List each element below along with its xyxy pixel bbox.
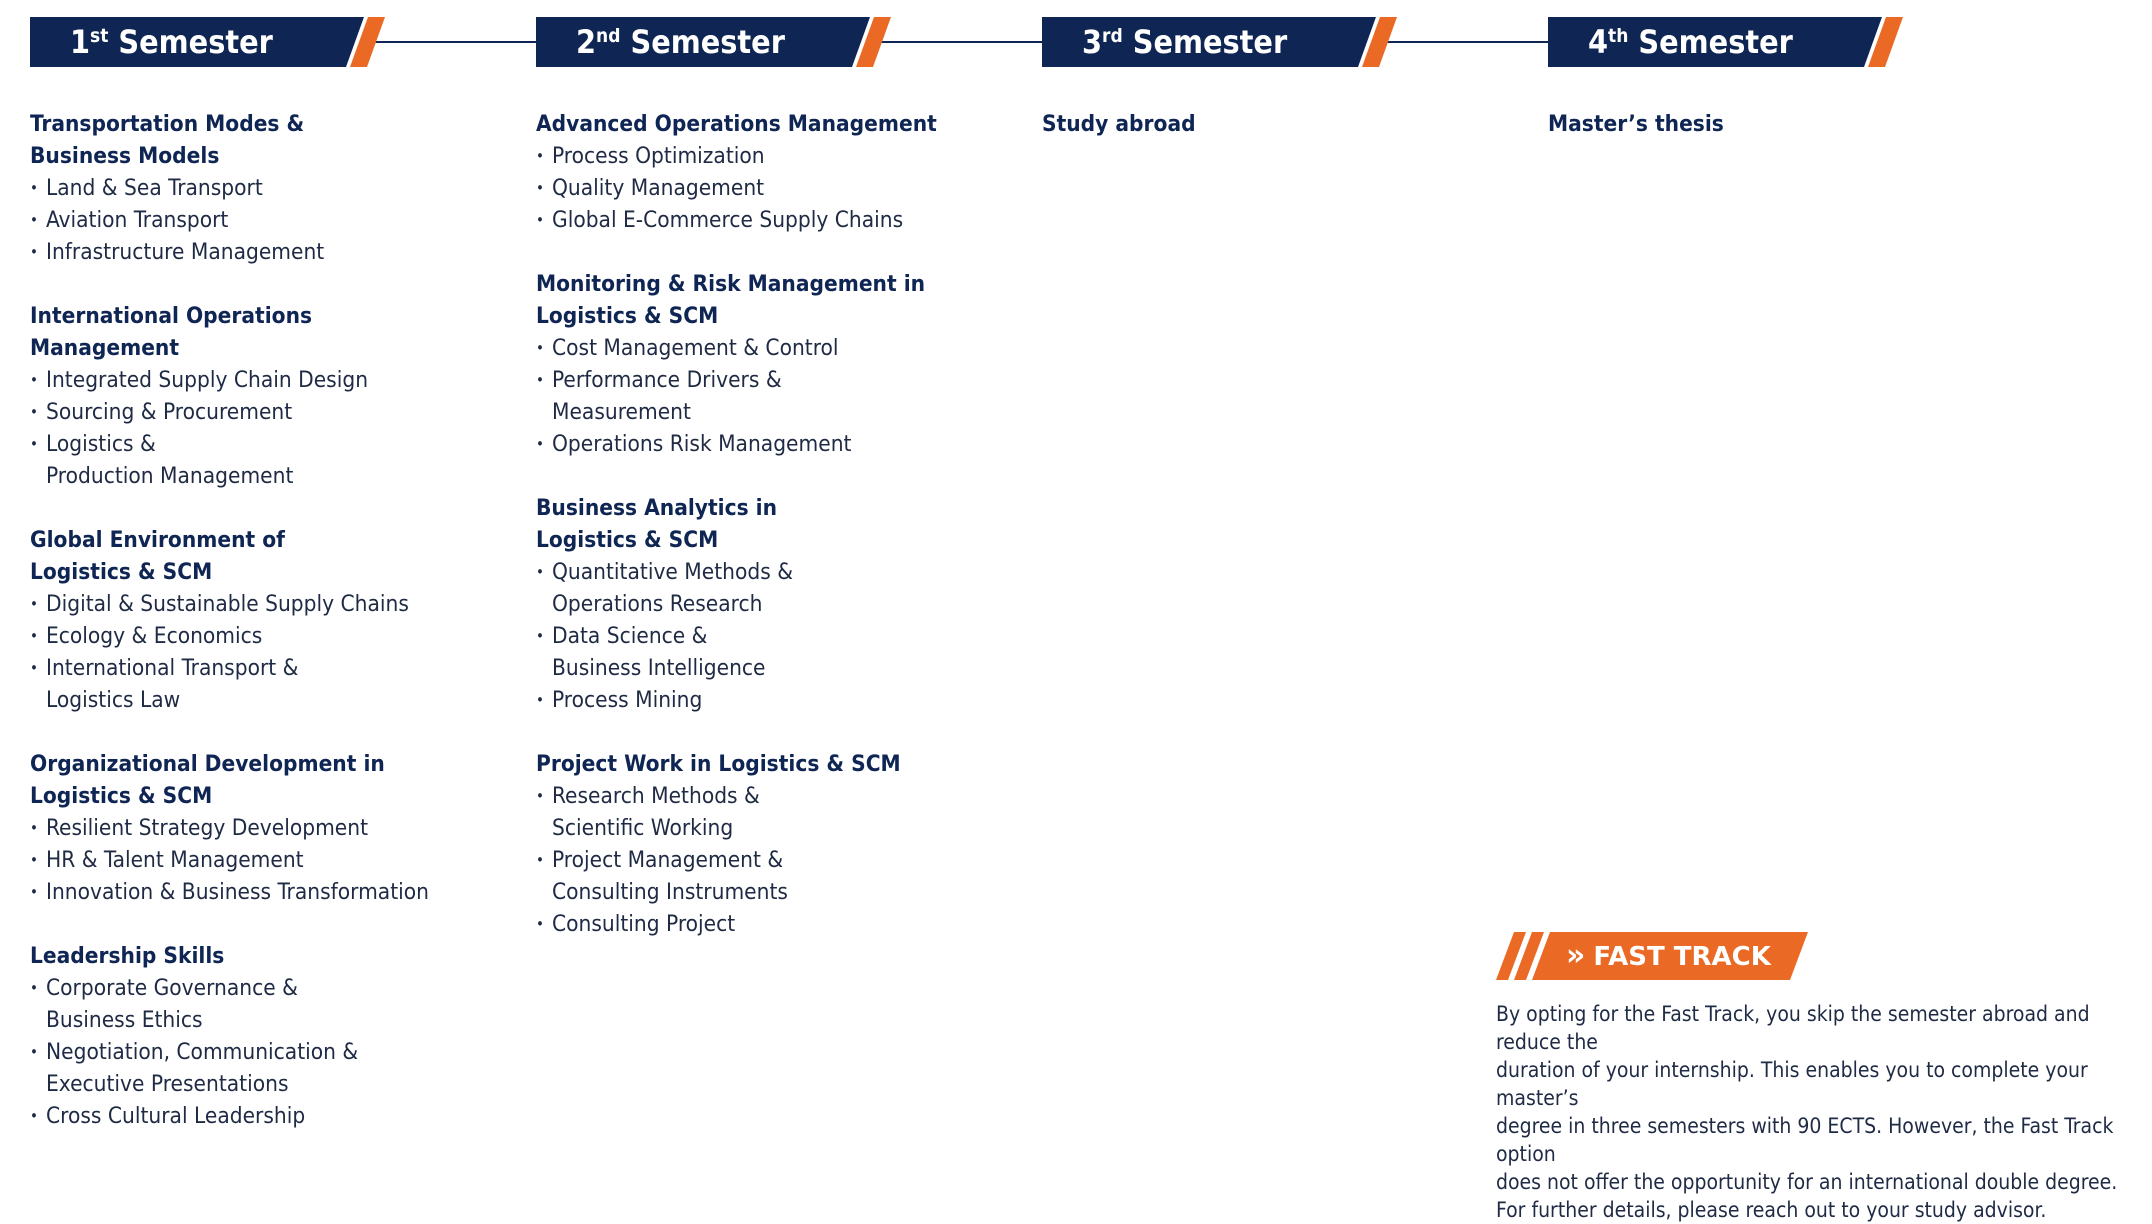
semester-label: Semester — [630, 23, 785, 61]
module-title-line: Study abroad — [1042, 111, 1196, 137]
module — [30, 748, 510, 908]
semester-ordinal-suffix: st — [90, 25, 109, 47]
topic-item-line: • Data Science & — [552, 623, 708, 649]
topic-item-line: • Aviation Transport — [46, 207, 229, 233]
fast-track-description — [1496, 1000, 2136, 1224]
topic-item-line: • Process Mining — [552, 687, 703, 713]
topic-item — [30, 812, 510, 844]
module — [536, 108, 1016, 236]
topic-item — [536, 908, 1016, 940]
semester-tab-4 — [1548, 17, 1903, 67]
semester-ordinal-suffix: nd — [596, 25, 621, 47]
module-title — [1548, 108, 2028, 140]
module-title-line: Master’s thesis — [1548, 111, 1724, 137]
topic-item — [536, 140, 1016, 172]
semester-title — [1082, 17, 1287, 67]
module-title-line: Leadership Skills — [30, 943, 225, 969]
semester-title — [1588, 17, 1793, 67]
topic-item — [30, 428, 510, 492]
topic-list — [30, 364, 510, 492]
topic-item-line: • Global E-Commerce Supply Chains — [552, 207, 904, 233]
semester-timeline — [0, 0, 2152, 80]
topic-item-line: • Digital & Sustainable Supply Chains — [46, 591, 409, 617]
topic-item-line: • Ecology & Economics — [46, 623, 263, 649]
topic-item-line: • Infrastructure Management — [46, 239, 325, 265]
fast-track-badge — [1496, 932, 1808, 980]
fast-track-title: FAST TRACK — [1593, 942, 1771, 972]
semester-number: 1 — [70, 23, 91, 61]
module — [1042, 108, 1522, 140]
module — [30, 108, 510, 268]
module — [30, 940, 510, 1132]
topic-item-line: Scientific Working — [552, 815, 734, 841]
topic-item-line: • Resilient Strategy Development — [46, 815, 369, 841]
module-title-line: Business Models — [30, 143, 220, 169]
fast-track-text-line: does not offer the opportunity for an international double degree. — [1496, 1170, 2118, 1194]
semester-title — [70, 17, 273, 67]
topic-item-line: • Innovation & Business Transformation — [46, 879, 429, 905]
topic-item — [30, 652, 510, 716]
module-title-line: Advanced Operations Management — [536, 111, 937, 137]
topic-item — [30, 236, 510, 268]
module-title — [30, 108, 510, 172]
topic-item-line: • Negotiation, Communication & — [46, 1039, 359, 1065]
topic-item-line: • Quality Management — [552, 175, 765, 201]
topic-item — [536, 364, 1016, 428]
fast-track-text-line: By opting for the Fast Track, you skip the semester abroad and reduce the — [1496, 1002, 2090, 1054]
topic-list — [536, 332, 1016, 460]
module-title-line: Logistics & SCM — [536, 303, 719, 329]
module — [536, 268, 1016, 460]
module-title — [536, 268, 1016, 332]
topic-item — [30, 204, 510, 236]
topic-item — [30, 1100, 510, 1132]
timeline-connector — [876, 41, 1046, 43]
semester-ordinal-suffix: th — [1608, 25, 1629, 47]
topic-list — [536, 140, 1016, 236]
topic-item — [536, 684, 1016, 716]
topic-item — [30, 588, 510, 620]
topic-item — [30, 972, 510, 1036]
topic-item — [536, 556, 1016, 620]
module — [30, 524, 510, 716]
topic-item — [30, 364, 510, 396]
topic-item-line: • Project Management & — [552, 847, 784, 873]
semester-label: Semester — [1638, 23, 1793, 61]
topic-item-line: Measurement — [552, 399, 691, 425]
semester-ordinal-suffix: rd — [1102, 25, 1123, 47]
semester-column-4 — [1548, 108, 2028, 172]
module-title-line: Organizational Development in — [30, 751, 385, 777]
module — [30, 300, 510, 492]
topic-item — [536, 844, 1016, 908]
topic-list — [536, 556, 1016, 716]
semester-column-1 — [30, 108, 510, 1164]
topic-item — [536, 428, 1016, 460]
topic-item — [536, 172, 1016, 204]
topic-item — [30, 620, 510, 652]
module-title — [30, 524, 510, 588]
topic-item-line: • Operations Risk Management — [552, 431, 852, 457]
semester-tab-3 — [1042, 17, 1397, 67]
module-title — [536, 748, 1016, 780]
fast-track-text-line: degree in three semesters with 90 ECTS. However, the Fast Track option — [1496, 1114, 2114, 1166]
topic-item — [30, 172, 510, 204]
topic-item-line: Consulting Instruments — [552, 879, 788, 905]
fast-track-label — [1566, 932, 1771, 980]
timeline-connector — [370, 41, 540, 43]
double-chevron-right-icon: » — [1566, 938, 1586, 973]
topic-item-line: • Cross Cultural Leadership — [46, 1103, 306, 1129]
semester-column-2 — [536, 108, 1016, 972]
topic-item-line: • Performance Drivers & — [552, 367, 782, 393]
module-title-line: Global Environment of — [30, 527, 285, 553]
semester-title — [576, 17, 785, 67]
topic-item-line: • Process Optimization — [552, 143, 765, 169]
topic-item-line: Operations Research — [552, 591, 763, 617]
topic-item — [536, 780, 1016, 844]
semester-number: 2 — [576, 23, 597, 61]
topic-item-line: • Corporate Governance & — [46, 975, 298, 1001]
fast-track-box — [1496, 932, 2136, 1224]
timeline-connector — [1382, 41, 1552, 43]
module-title-line: Business Analytics in — [536, 495, 778, 521]
module-title — [536, 492, 1016, 556]
module — [536, 492, 1016, 716]
topic-item-line: • Land & Sea Transport — [46, 175, 263, 201]
module-title-line: Transportation Modes & — [30, 111, 305, 137]
module-title-line: Logistics & SCM — [30, 783, 213, 809]
module-title-line: Monitoring & Risk Management in — [536, 271, 926, 297]
topic-list — [30, 972, 510, 1132]
semester-number: 3 — [1082, 23, 1103, 61]
topic-item — [30, 876, 510, 908]
topic-item-line: Executive Presentations — [46, 1071, 289, 1097]
module-title — [30, 300, 510, 364]
topic-list — [30, 588, 510, 716]
module-title-line: Logistics & SCM — [30, 559, 213, 585]
topic-item — [30, 1036, 510, 1100]
module-title — [1042, 108, 1522, 140]
module-title — [536, 108, 1016, 140]
module-title — [30, 748, 510, 812]
topic-item — [536, 204, 1016, 236]
semester-label: Semester — [1132, 23, 1288, 61]
topic-item-line: Production Management — [46, 463, 294, 489]
topic-item-line: • International Transport & — [46, 655, 299, 681]
topic-item — [536, 620, 1016, 684]
topic-item-line: • Logistics & — [46, 431, 156, 457]
module — [536, 748, 1016, 940]
topic-item-line: • Integrated Supply Chain Design — [46, 367, 369, 393]
semester-tab-1 — [30, 17, 385, 67]
topic-item — [536, 332, 1016, 364]
topic-item-line: • Consulting Project — [552, 911, 736, 937]
topic-list — [30, 172, 510, 268]
fast-track-text-line: duration of your internship. This enables you to complete your master’s — [1496, 1058, 2088, 1110]
topic-item-line: • HR & Talent Management — [46, 847, 304, 873]
topic-item-line: Business Ethics — [46, 1007, 203, 1033]
topic-item — [30, 396, 510, 428]
semester-number: 4 — [1588, 23, 1609, 61]
semester-column-3 — [1042, 108, 1522, 172]
topic-item-line: Business Intelligence — [552, 655, 766, 681]
module-title-line: Management — [30, 335, 180, 361]
topic-item-line: • Quantitative Methods & — [552, 559, 793, 585]
module-title — [30, 940, 510, 972]
module — [1548, 108, 2028, 140]
topic-item — [30, 844, 510, 876]
semester-tab-2 — [536, 17, 891, 67]
topic-item-line: • Sourcing & Procurement — [46, 399, 293, 425]
topic-list — [30, 812, 510, 908]
module-title-line: Logistics & SCM — [536, 527, 719, 553]
fast-track-text-line: For further details, please reach out to your study advisor. — [1496, 1198, 2047, 1222]
module-title-line: International Operations — [30, 303, 313, 329]
topic-list — [536, 780, 1016, 940]
topic-item-line: • Research Methods & — [552, 783, 760, 809]
module-title-line: Project Work in Logistics & SCM — [536, 751, 901, 777]
topic-item-line: Logistics Law — [46, 687, 181, 713]
semester-label: Semester — [118, 23, 273, 61]
topic-item-line: • Cost Management & Control — [552, 335, 839, 361]
